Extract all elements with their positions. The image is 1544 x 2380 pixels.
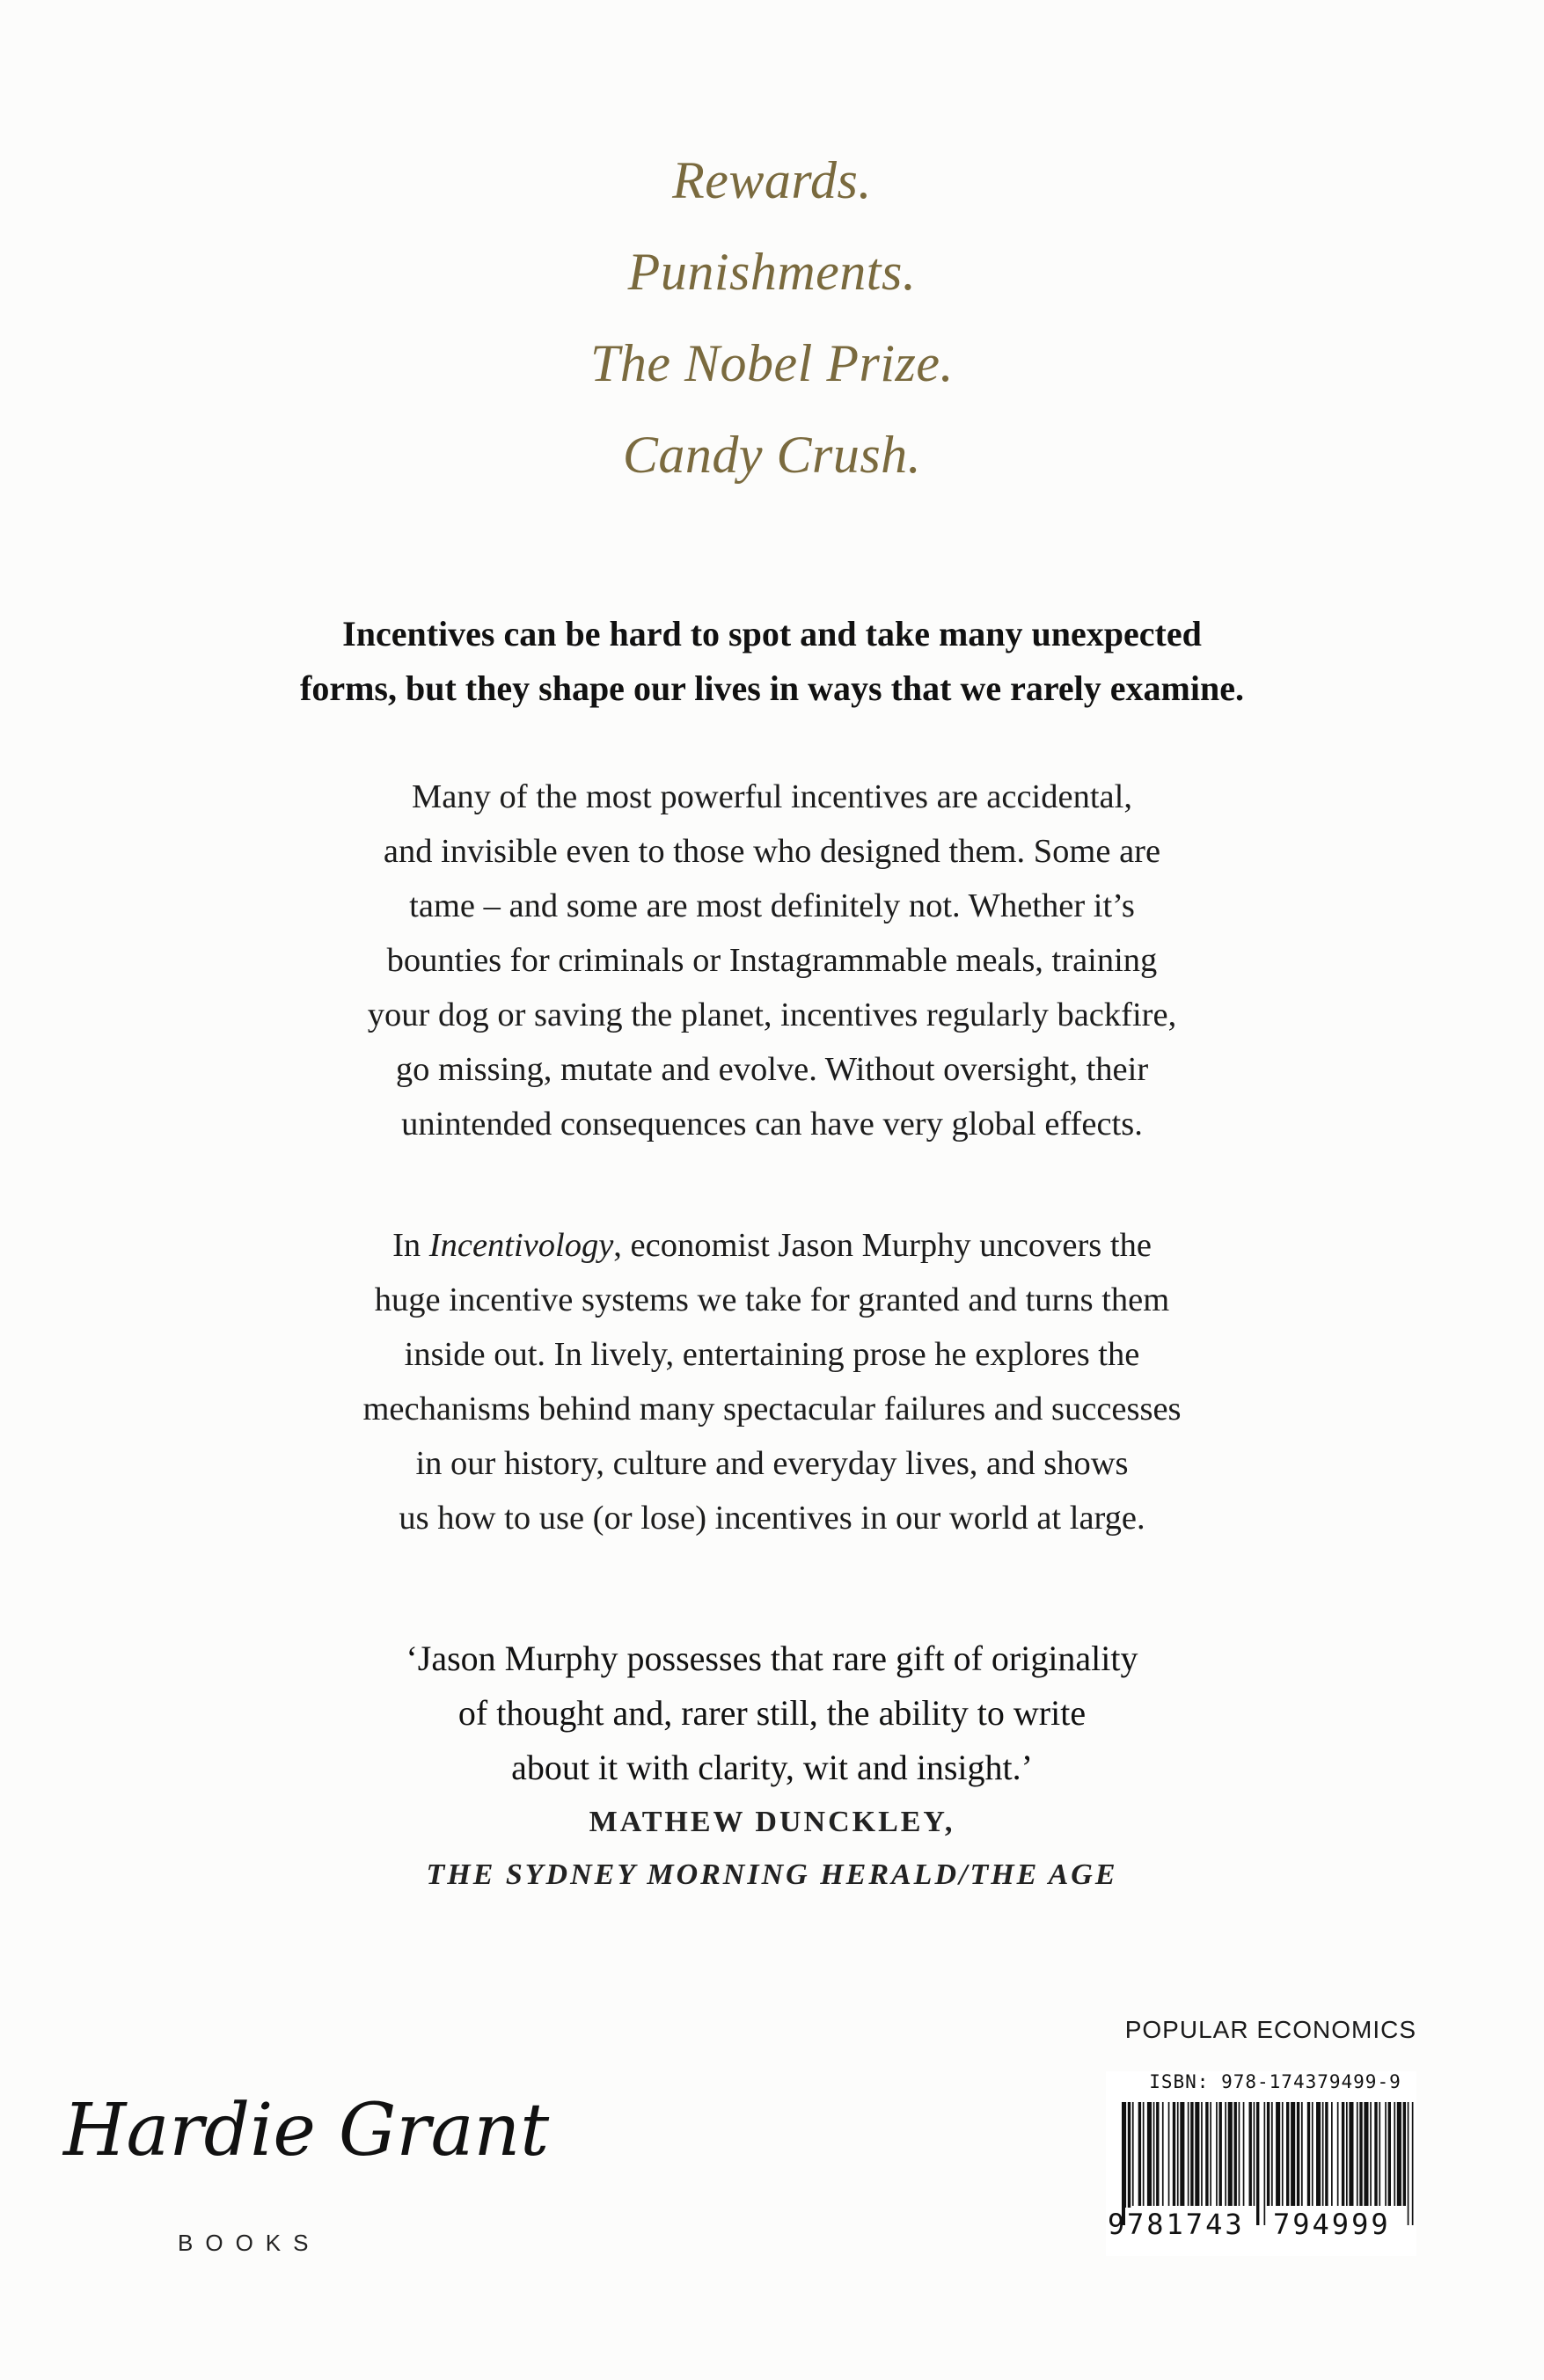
barcode-bar xyxy=(1188,2102,1189,2206)
paragraph-line: us how to use (or lose) incentives in our world at large. xyxy=(399,1500,1145,1537)
barcode-bar xyxy=(1156,2102,1159,2206)
ean-right-group: 794999 xyxy=(1273,2208,1391,2241)
barcode-bar xyxy=(1195,2102,1199,2206)
blurb-headline xyxy=(0,607,1544,716)
barcode-bar xyxy=(1228,2102,1233,2206)
barcode-bar xyxy=(1177,2102,1179,2206)
ean-left-group: 781743 xyxy=(1127,2208,1245,2241)
barcode-bar xyxy=(1322,2102,1324,2206)
barcode-bar xyxy=(1210,2102,1211,2206)
paragraph-suffix: , economist Jason Murphy uncovers the xyxy=(613,1227,1152,1264)
barcode-bar xyxy=(1143,2102,1145,2206)
tagline-nobel-prize: The Nobel Prize. xyxy=(590,334,954,392)
barcode-bar xyxy=(1243,2102,1245,2206)
barcode-bar xyxy=(1307,2102,1310,2206)
barcode-bar xyxy=(1122,2102,1126,2225)
barcode-bar xyxy=(1138,2102,1141,2206)
paragraph-line: unintended consequences can have very global effects. xyxy=(401,1106,1143,1143)
barcode-bar xyxy=(1256,2102,1259,2225)
paragraph-line: tame – and some are most definitely not. Whether it’s xyxy=(409,887,1135,924)
barcode-bar xyxy=(1349,2102,1353,2206)
barcode-bar xyxy=(1359,2102,1362,2206)
barcode-bar xyxy=(1394,2102,1395,2206)
barcode-bar xyxy=(1370,2102,1372,2206)
barcode-bar xyxy=(1331,2102,1333,2206)
review-quote xyxy=(0,1632,1544,1795)
paragraph-prefix: In xyxy=(392,1227,429,1264)
publisher-name: Hardie Grant xyxy=(63,2089,550,2172)
barcode-bar xyxy=(1374,2102,1377,2206)
paragraph-line: go missing, mutate and evolve. Without oversight, their xyxy=(395,1051,1149,1088)
paragraph-line: inside out. In lively, entertaining prose he explores the xyxy=(404,1336,1140,1373)
barcode-bar xyxy=(1267,2102,1270,2206)
barcode-bar xyxy=(1397,2102,1401,2206)
tagline-candy-crush: Candy Crush. xyxy=(622,426,922,484)
barcode-bar xyxy=(1173,2102,1175,2206)
quote-author: MATHEW DUNCKLEY, xyxy=(589,1806,955,1838)
barcode-bar xyxy=(1239,2102,1240,2206)
tagline-punishments: Punishments. xyxy=(627,243,917,301)
barcode-bar xyxy=(1364,2102,1368,2206)
publisher-imprint: BOOKS xyxy=(178,2230,321,2256)
blurb-paragraph-2 xyxy=(0,1218,1544,1545)
quote-line: ‘Jason Murphy possesses that rare gift of originality xyxy=(406,1639,1138,1678)
taglines xyxy=(0,151,1544,520)
paragraph-line: and invisible even to those who designed them. Some are xyxy=(383,833,1161,870)
paragraph-line: in our history, culture and everyday lives, and shows xyxy=(415,1445,1129,1482)
barcode-bar xyxy=(1264,2102,1266,2225)
barcode-bar xyxy=(1147,2102,1152,2206)
barcode-bar xyxy=(1249,2102,1252,2206)
barcode-bar xyxy=(1180,2102,1184,2206)
barcode-bar xyxy=(1357,2102,1358,2206)
ean-first-digit: 9 xyxy=(1108,2208,1125,2241)
isbn-label: ISBN: 978-174379499-9 xyxy=(1149,2071,1401,2092)
barcode-bar xyxy=(1379,2102,1380,2206)
barcode-bar xyxy=(1271,2102,1273,2206)
headline-line: forms, but they shape our lives in ways that we rarely examine. xyxy=(300,668,1244,708)
barcode-bar xyxy=(1408,2102,1409,2225)
barcode-bar xyxy=(1190,2102,1193,2206)
barcode-bar xyxy=(1282,2102,1284,2206)
paragraph-line: mechanisms behind many spectacular failures and successes xyxy=(362,1391,1182,1427)
category-label: POPULAR ECONOMICS xyxy=(1124,2016,1416,2043)
barcode-bar xyxy=(1346,2102,1348,2206)
barcode-bar xyxy=(1385,2102,1387,2206)
barcode-bar xyxy=(1388,2102,1391,2206)
barcode-bar xyxy=(1219,2102,1222,2206)
barcode-bar xyxy=(1276,2102,1280,2206)
ean-digits xyxy=(1106,2208,1416,2252)
barcode-bar xyxy=(1412,2102,1414,2225)
paragraph-line: Many of the most powerful incentives are accidental, xyxy=(412,778,1132,815)
tagline-rewards: Rewards. xyxy=(672,151,872,209)
paragraph-line: bounties for criminals or Instagrammable meals, training xyxy=(386,942,1158,979)
book-title: Incentivology xyxy=(428,1227,614,1264)
barcode-bar xyxy=(1312,2102,1313,2206)
barcode-bar xyxy=(1254,2102,1255,2206)
barcode-bar xyxy=(1216,2102,1218,2206)
barcode-bar xyxy=(1234,2102,1237,2206)
barcode-bar xyxy=(1316,2102,1321,2206)
barcode-bar xyxy=(1205,2102,1208,2206)
barcode-bar xyxy=(1286,2102,1289,2206)
barcode-bars xyxy=(1106,2102,1416,2225)
barcode-bar xyxy=(1132,2102,1134,2206)
paragraph-line: your dog or saving the planet, incentives regularly backfire, xyxy=(367,997,1177,1033)
barcode-bar xyxy=(1201,2102,1203,2206)
paragraph-line: huge incentive systems we take for granted and turns them xyxy=(374,1281,1170,1318)
barcode xyxy=(1106,2071,1416,2256)
headline-line: Incentives can be hard to spot and take many unexpected xyxy=(342,614,1202,653)
barcode-bar xyxy=(1168,2102,1170,2206)
barcode-bar xyxy=(1128,2102,1131,2225)
barcode-bar xyxy=(1225,2102,1226,2206)
quote-line: about it with clarity, wit and insight.’ xyxy=(511,1748,1033,1787)
blurb-paragraph-1 xyxy=(0,770,1544,1151)
barcode-bar xyxy=(1153,2102,1155,2206)
publisher-logo xyxy=(63,2089,550,2309)
barcode-bar xyxy=(1301,2102,1303,2206)
quote-line: of thought and, rarer still, the ability to write xyxy=(457,1693,1087,1733)
barcode-bar xyxy=(1162,2102,1164,2206)
barcode-bar xyxy=(1297,2102,1299,2206)
barcode-bar xyxy=(1291,2102,1295,2206)
quote-publication: THE SYDNEY MORNING HERALD/THE AGE xyxy=(426,1858,1118,1891)
barcode-bar xyxy=(1325,2102,1328,2206)
paragraph-line xyxy=(0,1218,1544,1273)
barcode-bar xyxy=(1337,2102,1339,2206)
barcode-bar xyxy=(1403,2102,1406,2206)
barcode-bar xyxy=(1342,2102,1344,2206)
